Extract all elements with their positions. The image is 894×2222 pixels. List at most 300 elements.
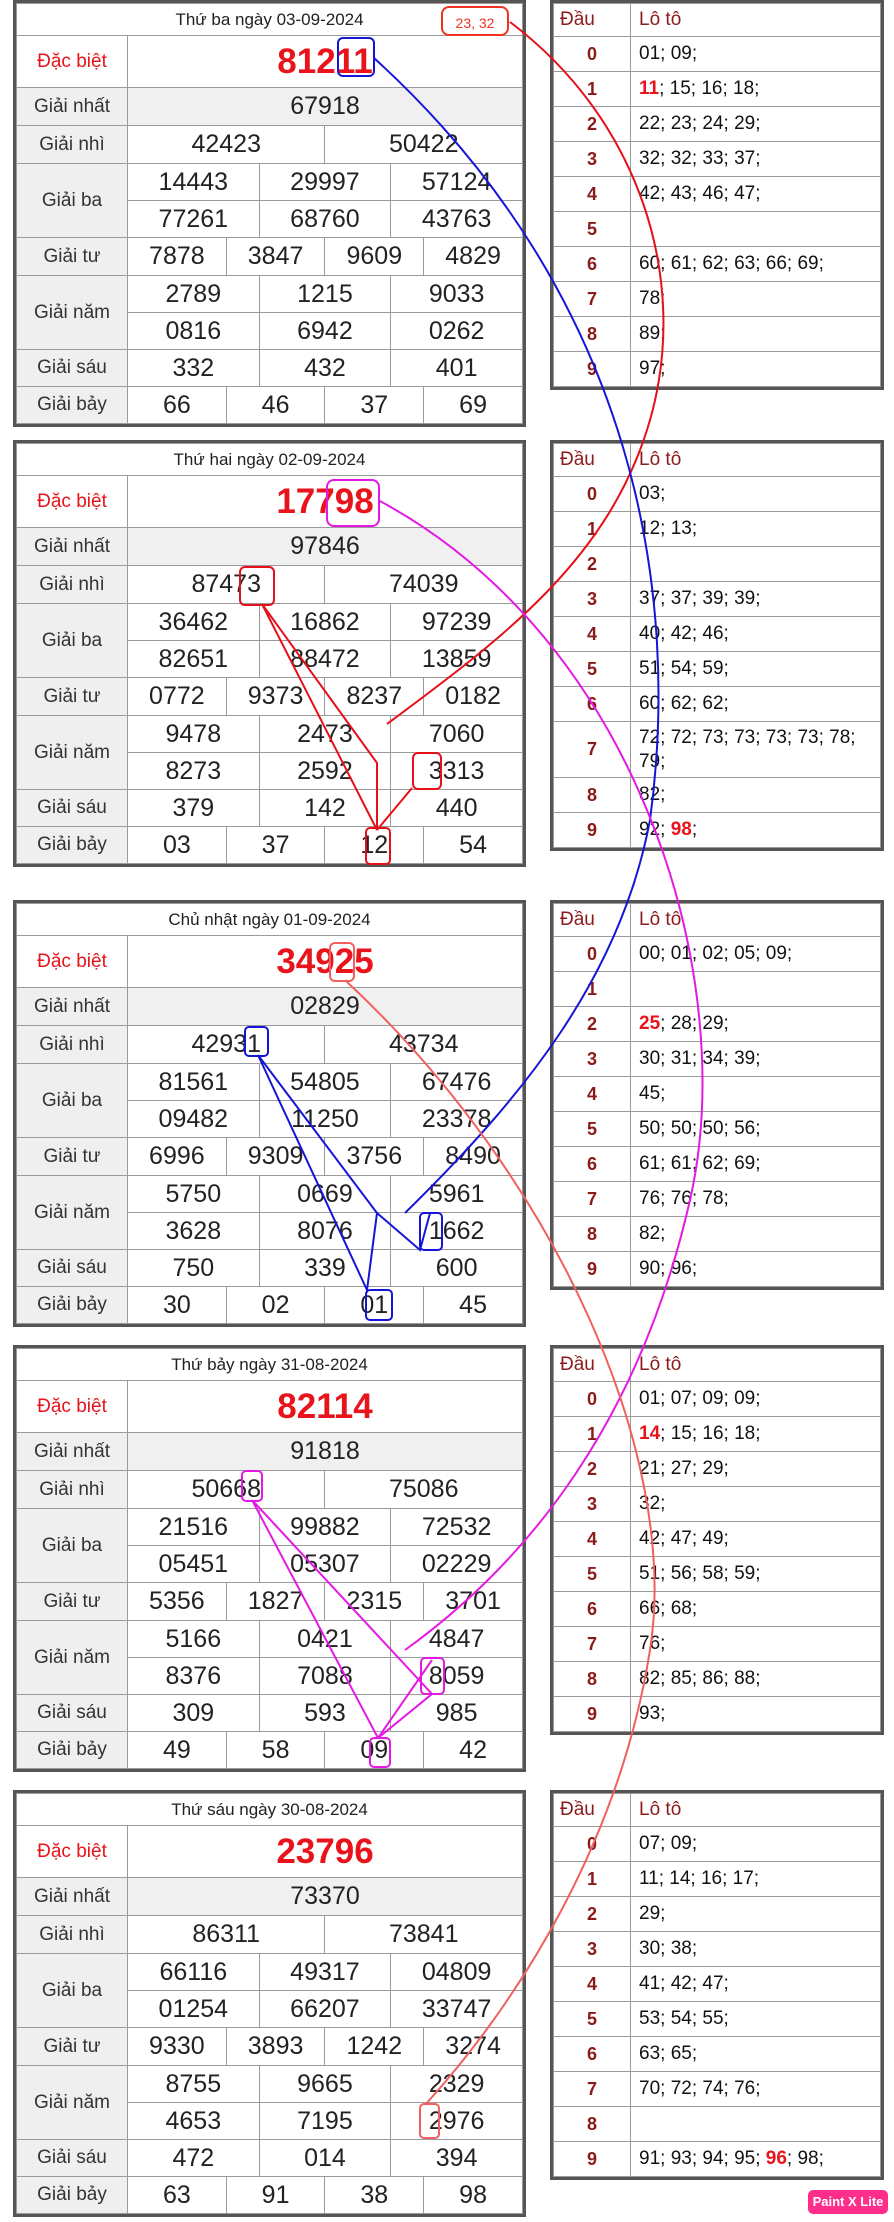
prize-label: Giải năm xyxy=(17,716,128,790)
prize-number: 3274 xyxy=(424,2028,523,2066)
prize-number: 49 xyxy=(128,1732,227,1769)
prize-number: 16862 xyxy=(259,604,391,641)
loto-head-label: Đầu xyxy=(554,444,631,477)
loto-head-digit: 4 xyxy=(554,1967,631,2002)
prize-label: Giải ba xyxy=(17,604,128,678)
prize-number: 9478 xyxy=(128,716,260,753)
loto-row xyxy=(631,1897,881,1932)
prize-label: Giải bảy xyxy=(17,1287,128,1324)
loto-numbers: 76; 76; 78; xyxy=(639,1188,729,1209)
loto-head-digit: 5 xyxy=(554,1112,631,1147)
prize-label: Đặc biệt xyxy=(17,1381,128,1433)
prize-number: 4653 xyxy=(128,2103,260,2140)
loto-numbers: 51; 54; 59; xyxy=(639,658,729,679)
loto-row xyxy=(631,972,881,1007)
loto-head-digit: 2 xyxy=(554,1897,631,1932)
loto-numbers: 01; 07; 09; 09; xyxy=(639,1388,761,1409)
loto-head-label: Đầu xyxy=(554,904,631,937)
prize-number: 9609 xyxy=(325,238,424,276)
loto-row xyxy=(631,212,881,247)
prize-label: Giải bảy xyxy=(17,2177,128,2214)
loto-row xyxy=(631,1077,881,1112)
loto-special-number: 11 xyxy=(639,78,660,99)
prize-number: 3701 xyxy=(424,1583,523,1621)
loto-row xyxy=(631,2002,881,2037)
loto-numbers: 07; 09; xyxy=(639,1833,698,1854)
loto-numbers: ; 15; 16; 18; xyxy=(659,78,760,99)
prize-number: 8059 xyxy=(391,1658,523,1695)
loto-numbers: 76; xyxy=(639,1633,666,1654)
loto-numbers: 30; 31; 34; 39; xyxy=(639,1048,761,1069)
prize-number: 7195 xyxy=(259,2103,391,2140)
loto-special-number: 98 xyxy=(670,819,692,840)
prize-number: 37 xyxy=(325,387,424,424)
prize-number: 9033 xyxy=(391,276,523,313)
loto-numbers: 82; xyxy=(639,1223,666,1244)
prize-number: 3756 xyxy=(325,1138,424,1176)
loto-head-digit: 7 xyxy=(554,2072,631,2107)
loto-numbers: 11; 14; 16; 17; xyxy=(639,1868,760,1889)
loto-numbers: 45; xyxy=(639,1083,666,1104)
prize-number: 58 xyxy=(226,1732,325,1769)
loto-head-digit: 2 xyxy=(554,107,631,142)
loto-row xyxy=(631,1007,881,1042)
prize-label: Giải nhất xyxy=(17,1878,128,1916)
loto-row xyxy=(631,352,881,387)
prize-number: 97846 xyxy=(128,528,523,566)
prize-number: 2592 xyxy=(259,753,391,790)
loto-numbers: 22; 23; 24; 29; xyxy=(639,113,761,134)
prize-number: 01 xyxy=(325,1287,424,1324)
prize-number: 7088 xyxy=(259,1658,391,1695)
loto-numbers: ; xyxy=(691,819,698,840)
prize-number: 57124 xyxy=(391,164,523,201)
loto-numbers: 61; 61; 62; 69; xyxy=(639,1153,761,1174)
prize-number: 600 xyxy=(391,1250,523,1287)
loto-row xyxy=(631,2037,881,2072)
prize-number: 0421 xyxy=(259,1621,391,1658)
loto-head-digit: 8 xyxy=(554,778,631,813)
loto-numbers: ; 98; xyxy=(786,2148,824,2169)
loto-numbers: 51; 56; 58; 59; xyxy=(639,1563,761,1584)
prize-number: 73841 xyxy=(325,1916,523,1954)
prize-label: Giải nhì xyxy=(17,1471,128,1509)
prize-number: 86311 xyxy=(128,1916,325,1954)
loto-row xyxy=(631,2142,881,2177)
prize-number: 4829 xyxy=(424,238,523,276)
prize-label: Giải nhì xyxy=(17,126,128,164)
prize-number: 401 xyxy=(391,350,523,387)
loto-head-digit: 9 xyxy=(554,2142,631,2177)
loto-row xyxy=(631,142,881,177)
prize-number: 2789 xyxy=(128,276,260,313)
loto-row xyxy=(631,1627,881,1662)
prize-number: 67918 xyxy=(128,88,523,126)
prize-number: 472 xyxy=(128,2140,260,2177)
prize-number: 0182 xyxy=(424,678,523,716)
prize-label: Giải tư xyxy=(17,678,128,716)
loto-head-digit: 0 xyxy=(554,37,631,72)
loto-numbers: ; 28; 29; xyxy=(660,1013,729,1034)
prize-number: 97239 xyxy=(391,604,523,641)
loto-head-digit: 4 xyxy=(554,177,631,212)
loto-head-digit: 2 xyxy=(554,1452,631,1487)
loto-row xyxy=(631,1417,881,1452)
loto-row xyxy=(631,1932,881,1967)
loto-head-digit: 9 xyxy=(554,813,631,848)
prize-number: 339 xyxy=(259,1250,391,1287)
loto-head-digit: 4 xyxy=(554,1522,631,1557)
prize-number: 6942 xyxy=(259,313,391,350)
prize-label: Giải tư xyxy=(17,238,128,276)
prize-number: 985 xyxy=(391,1695,523,1732)
loto-numbers: 53; 54; 55; xyxy=(639,2008,729,2029)
prize-number: 42423 xyxy=(128,126,325,164)
loto-row xyxy=(631,72,881,107)
prize-number: 2329 xyxy=(391,2066,523,2103)
results-table xyxy=(13,1790,526,2217)
loto-numbers: 82; xyxy=(639,784,666,805)
prize-label: Giải tư xyxy=(17,1583,128,1621)
prize-number: 68760 xyxy=(259,201,391,238)
prize-number: 11250 xyxy=(259,1101,391,1138)
loto-list-label: Lô tô xyxy=(631,1349,881,1382)
loto-head-digit: 6 xyxy=(554,247,631,282)
prize-label: Giải năm xyxy=(17,2066,128,2140)
loto-head-digit: 6 xyxy=(554,1592,631,1627)
prize-number: 3893 xyxy=(226,2028,325,2066)
prize-number: 66 xyxy=(128,387,227,424)
loto-numbers: 66; 68; xyxy=(639,1598,698,1619)
prize-number: 54805 xyxy=(259,1064,391,1101)
prize-number: 42 xyxy=(424,1732,523,1769)
prize-number: 91818 xyxy=(128,1433,523,1471)
prize-number: 5356 xyxy=(128,1583,227,1621)
prize-number: 8076 xyxy=(259,1213,391,1250)
loto-numbers: 40; 42; 46; xyxy=(639,623,729,644)
prize-number: 9373 xyxy=(226,678,325,716)
prize-number: 1827 xyxy=(226,1583,325,1621)
prize-label: Giải nhất xyxy=(17,1433,128,1471)
prize-label: Giải bảy xyxy=(17,1732,128,1769)
prize-label: Giải ba xyxy=(17,164,128,238)
loto-numbers: 42; 47; 49; xyxy=(639,1528,729,1549)
loto-row xyxy=(631,582,881,617)
loto-row xyxy=(631,2072,881,2107)
prize-number: 1215 xyxy=(259,276,391,313)
loto-numbers: ; 15; 16; 18; xyxy=(660,1423,761,1444)
loto-numbers: 90; 96; xyxy=(639,1258,698,1279)
loto-numbers: 60; 61; 62; 63; 66; 69; xyxy=(639,253,824,274)
loto-numbers: 72; 72; 73; 73; 73; 73; 78; 79; xyxy=(639,726,856,772)
loto-head-label: Đầu xyxy=(554,1794,631,1827)
prize-number: 03 xyxy=(128,827,227,864)
loto-head-digit: 6 xyxy=(554,687,631,722)
prize-number: 42931 xyxy=(128,1026,325,1064)
prize-number: 01254 xyxy=(128,1991,260,2028)
prize-number: 1242 xyxy=(325,2028,424,2066)
loto-numbers: 32; 32; 33; 37; xyxy=(639,148,761,169)
loto-row xyxy=(631,722,881,778)
prize-number: 593 xyxy=(259,1695,391,1732)
loto-row xyxy=(631,1112,881,1147)
loto-numbers: 12; 13; xyxy=(639,518,698,539)
loto-head-digit: 4 xyxy=(554,1077,631,1112)
prize-number: 9665 xyxy=(259,2066,391,2103)
loto-numbers: 37; 37; 39; 39; xyxy=(639,588,761,609)
prize-label: Đặc biệt xyxy=(17,36,128,88)
loto-special-number: 96 xyxy=(765,2148,787,2169)
loto-numbers: 00; 01; 02; 05; 09; xyxy=(639,943,793,964)
prize-number: 75086 xyxy=(325,1471,523,1509)
loto-head-digit: 7 xyxy=(554,722,631,778)
loto-head-digit: 3 xyxy=(554,582,631,617)
prize-number: 05451 xyxy=(128,1546,260,1583)
prize-label: Giải tư xyxy=(17,1138,128,1176)
loto-head-digit: 3 xyxy=(554,1487,631,1522)
loto-row xyxy=(631,652,881,687)
loto-head-digit: 1 xyxy=(554,72,631,107)
prize-number: 8755 xyxy=(128,2066,260,2103)
prize-number: 0669 xyxy=(259,1176,391,1213)
prize-number: 69 xyxy=(424,387,523,424)
prize-number: 04809 xyxy=(391,1954,523,1991)
prize-number: 29997 xyxy=(259,164,391,201)
results-date-title: Thứ sáu ngày 30-08-2024 xyxy=(17,1794,523,1826)
loto-special-number: 14 xyxy=(639,1423,661,1444)
results-date-title: Thứ hai ngày 02-09-2024 xyxy=(17,444,523,476)
results-table xyxy=(13,0,526,427)
prize-number: 394 xyxy=(391,2140,523,2177)
prize-label: Giải tư xyxy=(17,2028,128,2066)
special-prize-number: 34925 xyxy=(128,936,523,988)
loto-head-digit: 8 xyxy=(554,1217,631,1252)
loto-row xyxy=(631,1967,881,2002)
loto-head-digit: 0 xyxy=(554,1382,631,1417)
loto-head-digit: 4 xyxy=(554,617,631,652)
prize-number: 23378 xyxy=(391,1101,523,1138)
loto-head-label: Đầu xyxy=(554,4,631,37)
loto-special-number: 25 xyxy=(639,1013,661,1034)
prize-number: 9330 xyxy=(128,2028,227,2066)
prize-number: 8490 xyxy=(424,1138,523,1176)
loto-head-digit: 7 xyxy=(554,282,631,317)
loto-row xyxy=(631,1487,881,1522)
prize-label: Đặc biệt xyxy=(17,936,128,988)
prize-number: 36462 xyxy=(128,604,260,641)
prize-number: 0262 xyxy=(391,313,523,350)
prize-number: 12 xyxy=(325,827,424,864)
loto-head-digit: 8 xyxy=(554,317,631,352)
loto-head-digit: 9 xyxy=(554,352,631,387)
special-prize-number: 82114 xyxy=(128,1381,523,1433)
results-table xyxy=(13,900,526,1327)
loto-head-digit: 9 xyxy=(554,1697,631,1732)
note-callout: 23, 32 xyxy=(441,6,509,36)
prize-number: 8237 xyxy=(325,678,424,716)
prize-number: 2976 xyxy=(391,2103,523,2140)
loto-numbers: 93; xyxy=(639,1703,666,1724)
prize-number: 3628 xyxy=(128,1213,260,1250)
prize-number: 6996 xyxy=(128,1138,227,1176)
loto-list-label: Lô tô xyxy=(631,444,881,477)
prize-label: Giải nhất xyxy=(17,88,128,126)
loto-head-digit: 1 xyxy=(554,512,631,547)
loto-numbers: 42; 43; 46; 47; xyxy=(639,183,761,204)
loto-head-digit: 6 xyxy=(554,1147,631,1182)
special-prize-number: 23796 xyxy=(128,1826,523,1878)
loto-head-digit: 1 xyxy=(554,1417,631,1452)
prize-number: 7878 xyxy=(128,238,227,276)
prize-number: 5961 xyxy=(391,1176,523,1213)
loto-list-label: Lô tô xyxy=(631,1794,881,1827)
loto-numbers: 92; xyxy=(639,819,671,840)
prize-number: 14443 xyxy=(128,164,260,201)
prize-number: 43763 xyxy=(391,201,523,238)
loto-list-label: Lô tô xyxy=(631,904,881,937)
loto-row xyxy=(631,937,881,972)
loto-row xyxy=(631,1862,881,1897)
prize-label: Giải nhất xyxy=(17,988,128,1026)
loto-row xyxy=(631,778,881,813)
loto-table xyxy=(550,1345,884,1735)
loto-list-label: Lô tô xyxy=(631,4,881,37)
loto-row xyxy=(631,37,881,72)
prize-label: Giải bảy xyxy=(17,387,128,424)
loto-row xyxy=(631,1827,881,1862)
loto-row xyxy=(631,1452,881,1487)
loto-numbers: 63; 65; xyxy=(639,2043,698,2064)
loto-numbers: 29; xyxy=(639,1903,666,1924)
prize-number: 0772 xyxy=(128,678,227,716)
loto-head-digit: 5 xyxy=(554,1557,631,1592)
loto-row xyxy=(631,1382,881,1417)
results-table xyxy=(13,440,526,867)
prize-label: Giải nhất xyxy=(17,528,128,566)
loto-head-digit: 3 xyxy=(554,1932,631,1967)
loto-row xyxy=(631,1522,881,1557)
prize-number: 87473 xyxy=(128,566,325,604)
results-date-title: Chủ nhật ngày 01-09-2024 xyxy=(17,904,523,936)
prize-number: 02229 xyxy=(391,1546,523,1583)
prize-number: 4847 xyxy=(391,1621,523,1658)
loto-numbers: 32; xyxy=(639,1493,666,1514)
prize-number: 1662 xyxy=(391,1213,523,1250)
prize-number: 88472 xyxy=(259,641,391,678)
loto-row xyxy=(631,317,881,352)
loto-head-digit: 1 xyxy=(554,972,631,1007)
loto-head-digit: 0 xyxy=(554,477,631,512)
loto-row xyxy=(631,1662,881,1697)
prize-label: Giải năm xyxy=(17,1621,128,1695)
loto-numbers: 82; 85; 86; 88; xyxy=(639,1668,761,1689)
prize-number: 82651 xyxy=(128,641,260,678)
prize-label: Giải ba xyxy=(17,1509,128,1583)
loto-numbers: 89; xyxy=(639,323,666,344)
prize-number: 50668 xyxy=(128,1471,325,1509)
loto-head-digit: 6 xyxy=(554,2037,631,2072)
prize-number: 49317 xyxy=(259,1954,391,1991)
loto-row xyxy=(631,512,881,547)
loto-table xyxy=(550,900,884,1290)
prize-label: Giải sáu xyxy=(17,1250,128,1287)
loto-numbers: 03; xyxy=(639,483,666,504)
prize-label: Đặc biệt xyxy=(17,1826,128,1878)
prize-label: Giải nhì xyxy=(17,1916,128,1954)
prize-number: 73370 xyxy=(128,1878,523,1916)
loto-row xyxy=(631,547,881,582)
loto-row xyxy=(631,177,881,212)
prize-label: Giải bảy xyxy=(17,827,128,864)
loto-numbers: 97; xyxy=(639,358,666,379)
loto-head-digit: 0 xyxy=(554,1827,631,1862)
loto-head-digit: 3 xyxy=(554,1042,631,1077)
loto-row xyxy=(631,247,881,282)
loto-row xyxy=(631,2107,881,2142)
loto-row xyxy=(631,477,881,512)
prize-number: 8376 xyxy=(128,1658,260,1695)
prize-label: Giải ba xyxy=(17,1954,128,2028)
loto-head-digit: 5 xyxy=(554,2002,631,2037)
prize-number: 37 xyxy=(226,827,325,864)
loto-row xyxy=(631,1217,881,1252)
loto-table xyxy=(550,1790,884,2180)
loto-row xyxy=(631,1697,881,1732)
prize-number: 7060 xyxy=(391,716,523,753)
prize-label: Giải ba xyxy=(17,1064,128,1138)
loto-row xyxy=(631,107,881,142)
loto-table xyxy=(550,0,884,390)
loto-head-label: Đầu xyxy=(554,1349,631,1382)
prize-number: 05307 xyxy=(259,1546,391,1583)
prize-number: 432 xyxy=(259,350,391,387)
results-date-title: Thứ bảy ngày 31-08-2024 xyxy=(17,1349,523,1381)
loto-numbers: 50; 50; 50; 56; xyxy=(639,1118,761,1139)
prize-number: 5166 xyxy=(128,1621,260,1658)
prize-label: Giải nhì xyxy=(17,1026,128,1064)
loto-numbers: 70; 72; 74; 76; xyxy=(639,2078,761,2099)
prize-number: 43734 xyxy=(325,1026,523,1064)
prize-number: 45 xyxy=(424,1287,523,1324)
prize-number: 332 xyxy=(128,350,260,387)
prize-number: 3847 xyxy=(226,238,325,276)
special-prize-number: 81211 xyxy=(128,36,523,88)
prize-number: 3313 xyxy=(391,753,523,790)
loto-head-digit: 8 xyxy=(554,1662,631,1697)
loto-numbers: 21; 27; 29; xyxy=(639,1458,729,1479)
loto-row xyxy=(631,1042,881,1077)
prize-number: 09 xyxy=(325,1732,424,1769)
loto-head-digit: 7 xyxy=(554,1627,631,1662)
prize-number: 0816 xyxy=(128,313,260,350)
prize-number: 38 xyxy=(325,2177,424,2214)
prize-number: 74039 xyxy=(325,566,523,604)
prize-number: 50422 xyxy=(325,126,523,164)
prize-number: 72532 xyxy=(391,1509,523,1546)
prize-number: 67476 xyxy=(391,1064,523,1101)
loto-head-digit: 1 xyxy=(554,1862,631,1897)
prize-number: 309 xyxy=(128,1695,260,1732)
prize-number: 66207 xyxy=(259,1991,391,2028)
prize-label: Giải sáu xyxy=(17,2140,128,2177)
prize-number: 63 xyxy=(128,2177,227,2214)
loto-row xyxy=(631,1147,881,1182)
loto-row xyxy=(631,1182,881,1217)
loto-head-digit: 0 xyxy=(554,937,631,972)
loto-numbers: 78; xyxy=(639,288,666,309)
loto-head-digit: 2 xyxy=(554,1007,631,1042)
loto-row xyxy=(631,282,881,317)
